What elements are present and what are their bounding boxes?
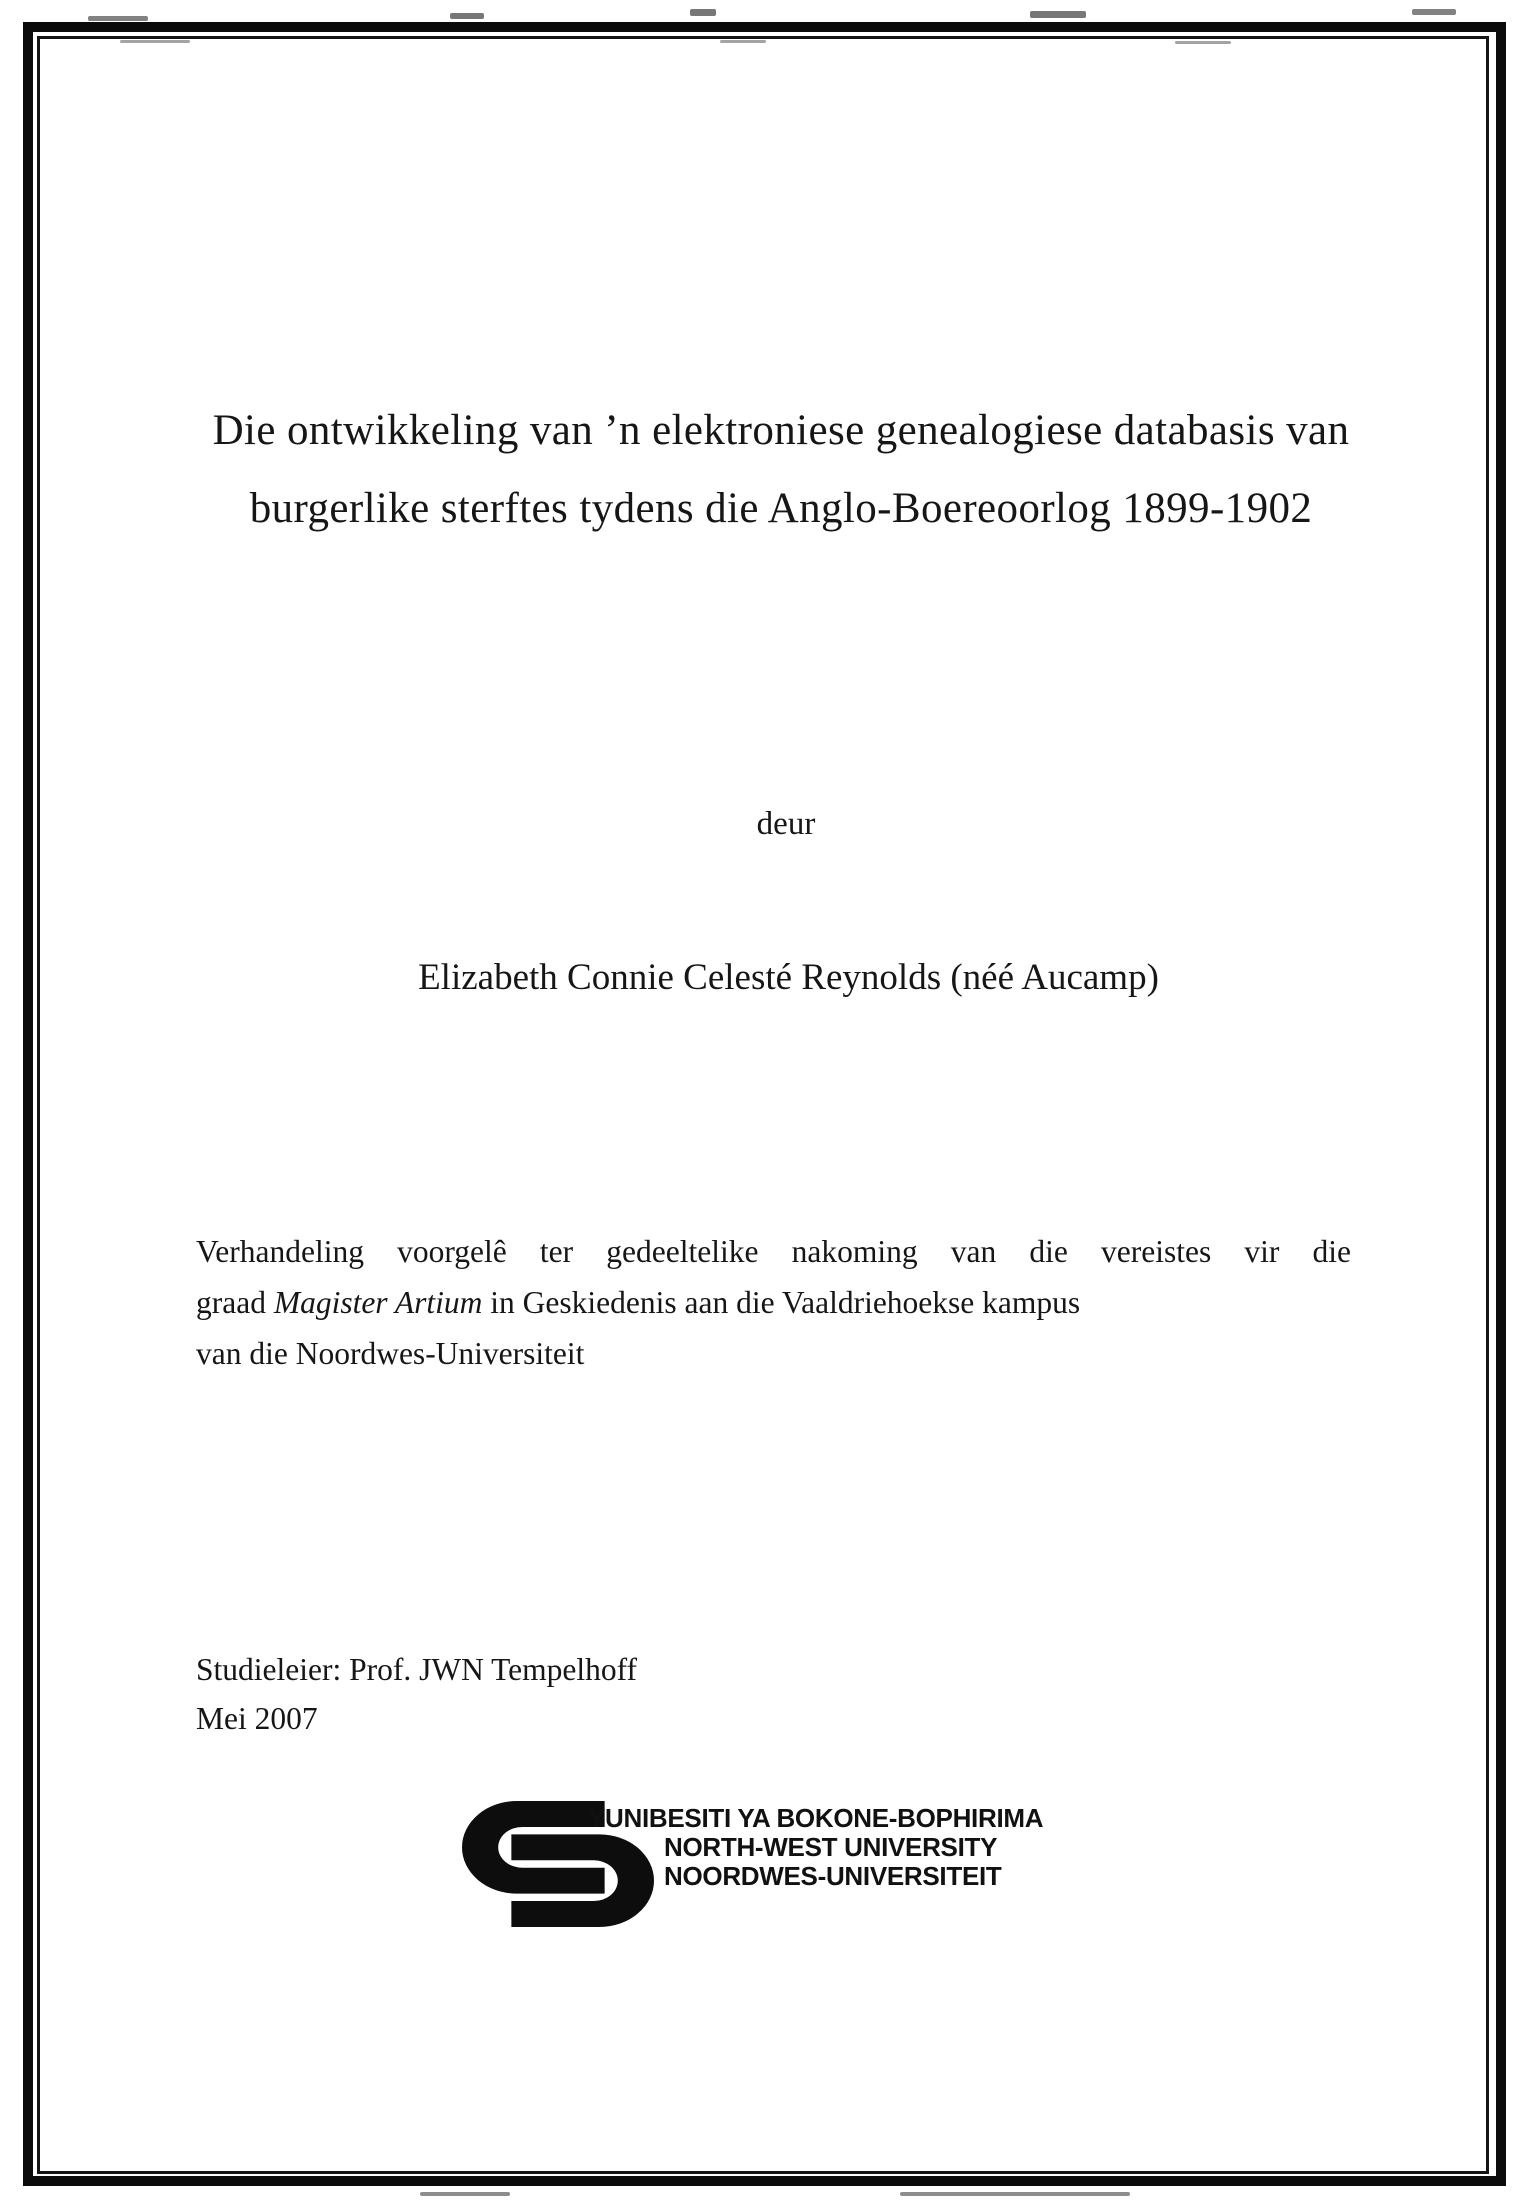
author-name: Elizabeth Connie Celesté Reynolds (néé Aucamp) — [418, 957, 1159, 998]
scan-artifact — [690, 9, 716, 16]
statement-line-1: Verhandeling voorgelê ter gedeeltelike nakoming van die vereistes vir die — [196, 1234, 1351, 1269]
scan-artifact — [1030, 11, 1086, 18]
scan-artifact — [900, 2192, 1130, 2196]
logo-line-setswana: YUNIBESITI YA BOKONE-BOPHIRIMA — [588, 1803, 1044, 1833]
statement-line-2-pre: graad — [196, 1285, 274, 1320]
statement-line-2 — [196, 1277, 1351, 1328]
university-logo — [462, 1799, 1102, 1949]
scan-artifact — [88, 16, 148, 21]
byline-label: deur — [756, 806, 816, 842]
thesis-title-line-1: Die ontwikkeling van ’n elektroniese genealogiese databasis van — [212, 407, 1350, 454]
degree-name: Magister Artium — [273, 1285, 483, 1320]
supervisor-block — [196, 1645, 637, 1743]
submission-statement — [196, 1226, 1351, 1379]
logo-line-english: NORTH-WEST UNIVERSITY — [664, 1832, 998, 1862]
thesis-title-line-2: burgerlike sterftes tydens die Anglo-Boereoorlog 1899-1902 — [249, 485, 1313, 532]
scan-artifact — [450, 13, 484, 19]
supervisor-line: Studieleier: Prof. JWN Tempelhoff — [196, 1652, 638, 1687]
thesis-title — [190, 392, 1372, 548]
scan-artifact — [1412, 9, 1456, 15]
university-logo-text — [588, 1804, 1043, 1891]
logo-line-afrikaans: NOORDWES-UNIVERSITEIT — [664, 1861, 1002, 1891]
statement-line-3: van die Noordwes-Universiteit — [196, 1336, 585, 1371]
statement-line-2-post: in Geskiedenis aan die Vaaldriehoekse kampus — [482, 1285, 1081, 1320]
date-line: Mei 2007 — [196, 1701, 318, 1736]
scan-artifact — [420, 2192, 510, 2196]
